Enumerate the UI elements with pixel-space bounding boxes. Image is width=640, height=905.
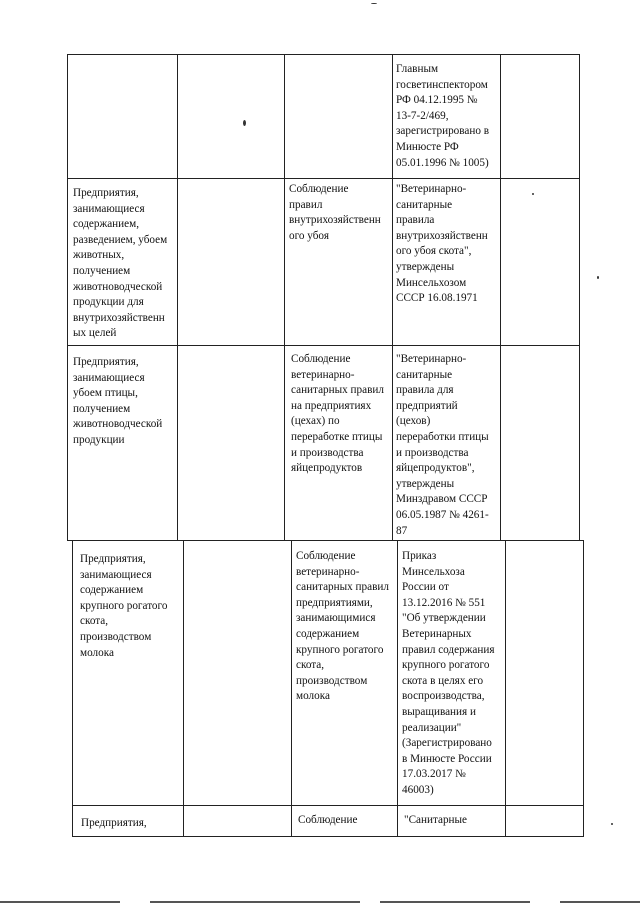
table-rule (67, 178, 579, 179)
table-cell-document: Главным госветинспектором РФ 04.12.1995 № 13-7-2/469, зарегистрировано в Минюсте РФ 05.01.1996 № 1005) (396, 63, 490, 169)
table-cell-activity: Предприятия, занимающиеся убоем птицы, получением животноводческой продукции (73, 356, 163, 446)
table-rule (72, 805, 584, 806)
table-cell-requirement: Соблюдение правил внутрихозяйственн ого убоя (289, 183, 381, 242)
table-rule (67, 54, 579, 55)
table-cell-document: "Санитарные (404, 814, 468, 826)
scan-edge (150, 901, 360, 903)
table-rule (177, 54, 178, 540)
scan-edge (380, 901, 530, 903)
table-cell-document: Приказ Минсельхоза России от 13.12.2016 № 551 "Об утверждении Ветеринарных правил содержания крупного рогатого скота в целях его воспроизводства, выращивания и реализации" (Зарегистрировано в Минюсте России 17.03.2017 № 46003) (402, 550, 495, 796)
table-cell-requirement: Соблюдение ветеринарно- санитарных правил на предприятиях (цехах) по переработке птицы и производства яйцепродуктов (291, 353, 384, 475)
table-rule (392, 54, 393, 540)
table-rule (397, 540, 398, 836)
table-rule (583, 540, 584, 836)
scan-edge (0, 901, 120, 903)
scan-edge (560, 901, 640, 903)
table-cell-activity: Предприятия, (81, 817, 147, 829)
table-cell-document: "Ветеринарно- санитарные правила для предприятий (цехов) переработки птицы и производства яйцепродуктов", утверждены Минздравом СССР 06.05.1987 № 4261- 87 (396, 353, 489, 537)
scan-speck (532, 193, 534, 195)
table-rule (72, 836, 584, 837)
table-cell-requirement: Соблюдение ветеринарно- санитарных правил предприятиями, занимающимися содержанием крупного рогатого скота, производством молока (296, 550, 389, 703)
table-cell-activity: Предприятия, занимающиеся содержанием, разведением, убоем животных, получением животноводческой продукции для внутрихозяйственн ых целей (73, 187, 168, 340)
table-rule (67, 54, 68, 540)
table-rule (284, 54, 285, 540)
scan-speck (611, 823, 613, 825)
table-rule (579, 54, 580, 540)
table-rule (291, 540, 292, 836)
scan-speck (371, 3, 377, 4)
table-cell-requirement: Соблюдение (298, 814, 358, 826)
table-rule (67, 345, 579, 346)
scan-speck (597, 276, 599, 279)
table-rule (72, 540, 73, 836)
scan-speck (243, 120, 246, 126)
table-rule (183, 540, 184, 836)
table-cell-document: "Ветеринарно- санитарные правила внутрихозяйственн ого убоя скота", утверждены Минсельхозом СССР 16.08.1971 (396, 183, 488, 305)
table-cell-activity: Предприятия, занимающиеся содержанием крупного рогатого скота, производством молока (80, 553, 168, 659)
